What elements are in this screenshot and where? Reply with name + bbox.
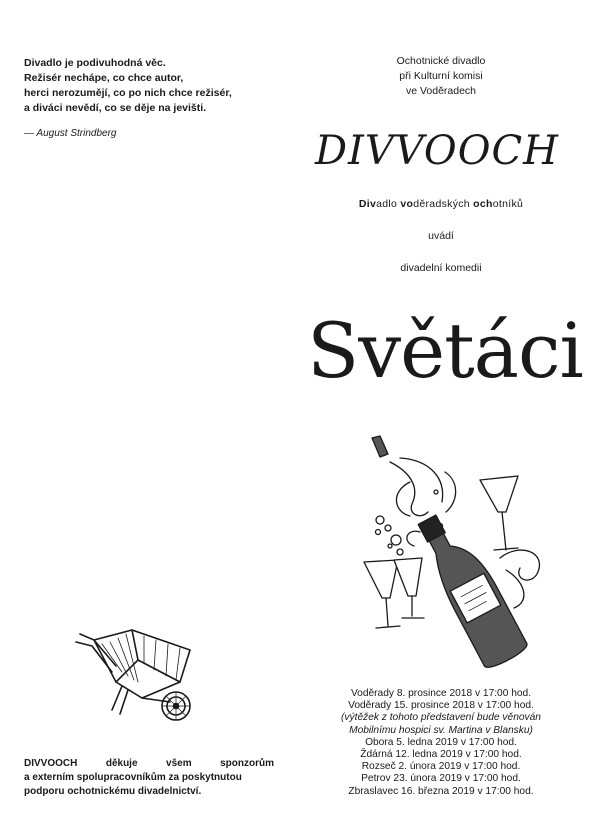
show-schedule — [310, 688, 572, 798]
show-date: Rozseč 2. února 2019 v 17:00 hod. — [361, 761, 521, 773]
sponsor-thanks — [24, 757, 274, 799]
presents-label: uvádí — [428, 230, 454, 242]
quote-block — [24, 56, 274, 116]
play-title: Světáci — [307, 306, 583, 395]
show-date: Voděrady 8. prosince 2018 v 17:00 hod. — [350, 688, 532, 699]
logo-text: DIVVOOCH — [314, 128, 560, 174]
show-note: (výtěžek z tohoto představení bude věnován — [341, 712, 541, 724]
show-note: Mobilnímu hospici sv. Martina v Blansku) — [349, 724, 533, 736]
quote-line: a diváci nevědí, co se děje na jevišti. — [24, 102, 207, 114]
quote-line: Režisér nechápe, co chce autor, — [24, 72, 184, 84]
organizer-block — [330, 54, 552, 99]
organizer-line: Ochotnické divadlo — [396, 55, 486, 67]
thanks-line: DIVVOOCH děkuje všem sponzorům — [24, 758, 274, 769]
tagline-part: och — [473, 198, 493, 210]
tagline-part: otníků — [492, 198, 524, 210]
thanks-line: podporu ochotnickému divadelnictví. — [24, 786, 202, 797]
champagne-illustration — [350, 432, 550, 682]
quote-author: — August Strindberg — [24, 128, 117, 139]
tagline-part: vo — [400, 198, 414, 210]
organizer-line: ve Voděradech — [405, 85, 477, 97]
genre-label: divadelní komedii — [400, 262, 482, 274]
show-date: Ždárná 12. ledna 2019 v 17:00 hod. — [360, 749, 522, 761]
show-date: Petrov 23. února 2019 v 17:00 hod. — [361, 773, 521, 785]
thanks-line: a externím spolupracovníkům za poskytnutou — [24, 772, 242, 783]
quote-line: Divadlo je podivuhodná věc. — [24, 57, 166, 69]
tagline-part: Div — [358, 198, 377, 210]
wheelbarrow-icon — [72, 620, 212, 730]
organizer-line: při Kulturní komisi — [399, 70, 483, 82]
tagline-part: adlo — [376, 198, 401, 210]
tagline-part: děradských — [413, 198, 474, 210]
show-date: Zbraslavec 16. března 2019 v 17:00 hod. — [348, 785, 534, 797]
divvooch-logo — [310, 126, 565, 174]
quote-line: herci nerozumějí, co po nich chce režisér, — [24, 87, 232, 99]
tagline — [310, 198, 572, 210]
show-date: Obora 5. ledna 2019 v 17:00 hod. — [365, 736, 517, 748]
show-date: Voděrady 15. prosince 2018 v 17:00 hod. — [348, 700, 534, 712]
